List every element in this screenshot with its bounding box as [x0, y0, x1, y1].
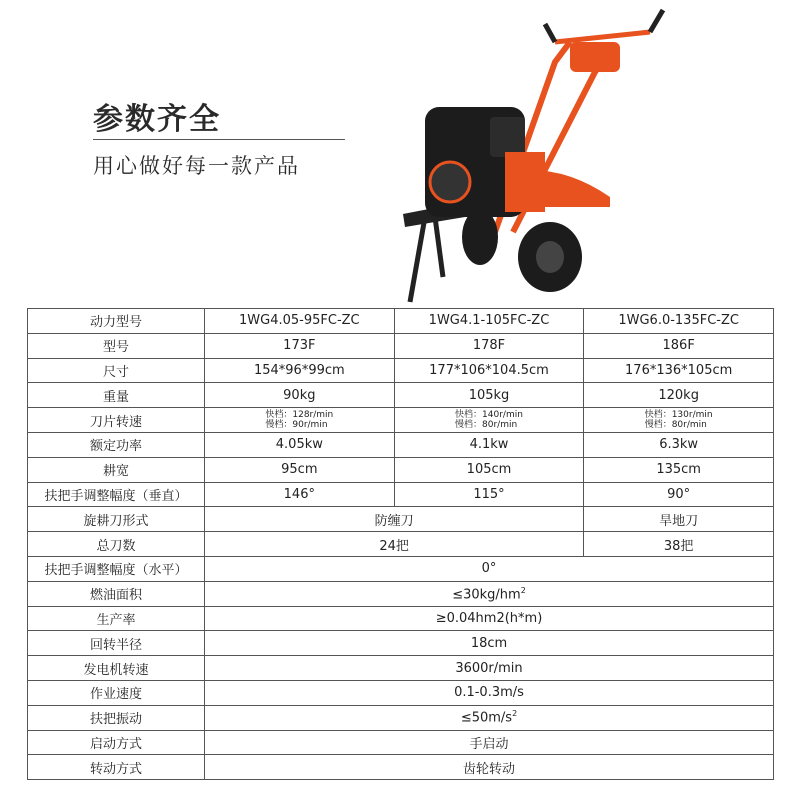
- table-cell: 4.1kw: [394, 432, 584, 457]
- rotary-tiller-image: [395, 2, 675, 307]
- superscript: 2: [512, 709, 518, 719]
- row-label: 旋耕刀形式: [28, 507, 205, 532]
- table-cell: 105cm: [394, 457, 584, 482]
- table-row: [28, 606, 774, 631]
- row-label: 生产率: [28, 606, 205, 631]
- table-cell: 186F: [584, 333, 774, 358]
- table-row: [28, 556, 774, 581]
- table-cell: 手启动: [205, 730, 774, 755]
- vibration-value: ≤50m/s: [460, 710, 513, 726]
- table-cell: [205, 581, 774, 606]
- model-cell: 1WG4.1-105FC-ZC: [394, 309, 584, 334]
- table-row: [28, 457, 774, 482]
- table-cell: 135cm: [584, 457, 774, 482]
- row-label: 扶把振动: [28, 705, 205, 730]
- model-cell: 1WG6.0-135FC-ZC: [584, 309, 774, 334]
- table-row: [28, 532, 774, 557]
- speed-fast: 快档：140r/min: [455, 409, 523, 420]
- table-cell: 177*106*104.5cm: [394, 358, 584, 383]
- table-cell: 0.1-0.3m/s: [205, 680, 774, 705]
- table-row: [28, 309, 774, 334]
- table-cell: 0°: [205, 556, 774, 581]
- table-cell: [205, 705, 774, 730]
- superscript: 2: [520, 585, 526, 595]
- table-cell: 6.3kw: [584, 432, 774, 457]
- speed-slow: 慢档：90r/min: [265, 419, 328, 430]
- row-label: 型号: [28, 333, 205, 358]
- table-cell: 176*136*105cm: [584, 358, 774, 383]
- speed-fast: 快档：128r/min: [265, 409, 334, 420]
- table-row: [28, 383, 774, 408]
- table-cell: 齿轮转动: [205, 755, 774, 780]
- table-row: [28, 408, 774, 433]
- speed-slow: 慢档：80r/min: [455, 419, 518, 430]
- table-cell: 4.05kw: [205, 432, 395, 457]
- row-label: 总刀数: [28, 532, 205, 557]
- speed-fast: 快档：130r/min: [644, 409, 713, 420]
- table-cell: 18cm: [205, 631, 774, 656]
- row-label: 耕宽: [28, 457, 205, 482]
- row-label: 尺寸: [28, 358, 205, 383]
- table-row: [28, 755, 774, 780]
- table-cell: 120kg: [584, 383, 774, 408]
- table-row: [28, 631, 774, 656]
- row-label: 回转半径: [28, 631, 205, 656]
- table-cell: 178F: [394, 333, 584, 358]
- table-cell: 95cm: [205, 457, 395, 482]
- row-label: 发电机转速: [28, 656, 205, 681]
- table-cell: 154*96*99cm: [205, 358, 395, 383]
- table-cell: 24把: [205, 532, 584, 557]
- table-cell: [205, 408, 395, 433]
- table-cell: 146°: [205, 482, 395, 507]
- table-row: [28, 482, 774, 507]
- table-row: [28, 432, 774, 457]
- table-cell: 旱地刀: [584, 507, 774, 532]
- table-cell: 防缠刀: [205, 507, 584, 532]
- table-row: [28, 680, 774, 705]
- table-row: [28, 581, 774, 606]
- table-row: [28, 507, 774, 532]
- model-cell: 1WG4.05-95FC-ZC: [205, 309, 395, 334]
- row-label: 额定功率: [28, 432, 205, 457]
- speed-slow: 慢档：80r/min: [644, 419, 707, 430]
- row-label: 动力型号: [28, 309, 205, 334]
- row-label: 转动方式: [28, 755, 205, 780]
- table-cell: 38把: [584, 532, 774, 557]
- table-cell: 90°: [584, 482, 774, 507]
- table-row: [28, 333, 774, 358]
- fuel-value: ≤30kg/hm: [452, 586, 521, 602]
- table-row: [28, 705, 774, 730]
- spec-table: [27, 308, 774, 780]
- row-label: 燃油面积: [28, 581, 205, 606]
- table-cell: 105kg: [394, 383, 584, 408]
- table-cell: [584, 408, 774, 433]
- table-row: [28, 730, 774, 755]
- page-subtitle: 用心做好每一款产品: [93, 154, 300, 178]
- page-title: 参数齐全: [93, 102, 221, 137]
- row-label: 扶把手调整幅度（垂直）: [28, 482, 205, 507]
- table-cell: 90kg: [205, 383, 395, 408]
- row-label: 启动方式: [28, 730, 205, 755]
- title-divider: [93, 139, 345, 140]
- row-label: 重量: [28, 383, 205, 408]
- table-cell: ≥0.04hm2(h*m): [205, 606, 774, 631]
- table-row: [28, 358, 774, 383]
- row-label: 作业速度: [28, 680, 205, 705]
- table-cell: 115°: [394, 482, 584, 507]
- table-cell: 3600r/min: [205, 656, 774, 681]
- row-label: 刀片转速: [28, 408, 205, 433]
- table-cell: [394, 408, 584, 433]
- table-cell: 173F: [205, 333, 395, 358]
- table-row: [28, 656, 774, 681]
- row-label: 扶把手调整幅度（水平）: [28, 556, 205, 581]
